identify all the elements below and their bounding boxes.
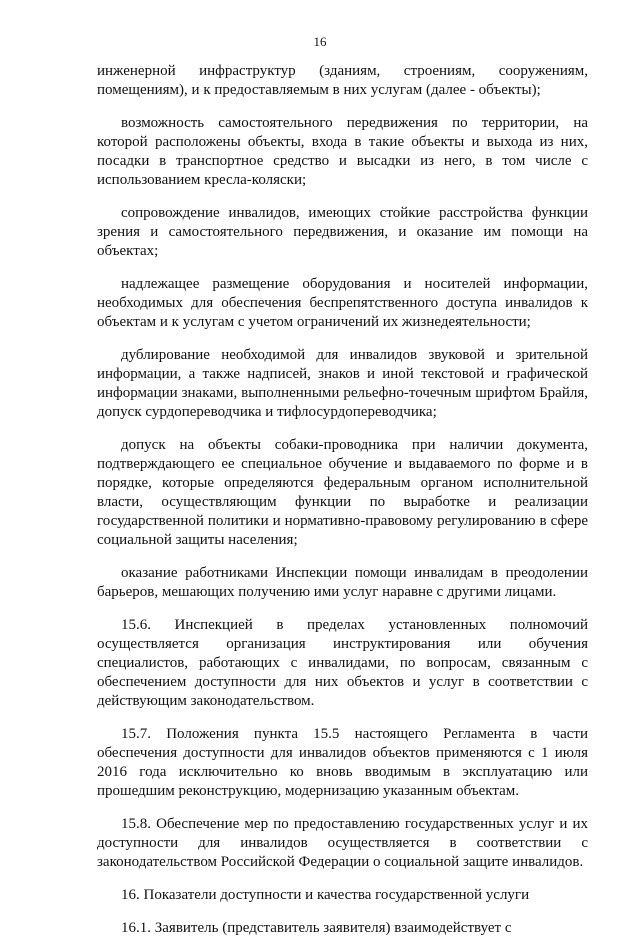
paragraph-guide-dog: допуск на объекты собаки-проводника при наличии документа, подтверждающего ее специальное обучение и выдаваемого по форме и в порядке, которые определяются федеральным органом исполнительной власти, осуществляющим функции по выработке и реализации государственной политики и нормативно-правовому регулированию в сфере социальной защиты населения; [97,437,588,548]
page-number: 16 [313,34,327,49]
paragraph-staff-assistance: оказание работниками Инспекции помощи инвалидам в преодолении барьеров, мешающих получению ими услуг наравне с другими лицами. [97,565,588,600]
paragraph-infrastructure-continuation: инженерной инфраструктур (зданиям, строениям, сооружениям, помещениям), и к предоставляемым в них услугам (далее - объекты); [97,63,588,98]
paragraph-15-6: 15.6. Инспекцией в пределах установленных полномочий осуществляется организация инструктирования или обучения специалистов, работающих с инвалидами, по вопросам, связанным с обеспечением доступности для них объектов и услуг в соответствии с действующим законодательством. [97,617,588,709]
section-heading-16: 16. Показатели доступности и качества государственной услуги [121,887,530,903]
paragraph-equipment-placement: надлежащее размещение оборудования и носителей информации, необходимых для обеспечения беспрепятственного доступа инвалидов к объектам и к услугам с учетом ограничений их жизнедеятельности; [97,276,588,330]
paragraph-16-1: 16.1. Заявитель (представитель заявителя) взаимодействует с [121,920,512,936]
paragraph-15-7: 15.7. Положения пункта 15.5 настоящего Регламента в части обеспечения доступности для инвалидов объектов применяются с 1 июля 2016 года исключительно ко вновь вводимым в эксплуатацию или прошедшим реконструкцию, модернизацию указанным объектам. [97,726,588,799]
paragraph-15-8: 15.8. Обеспечение мер по предоставлению государственных услуг и их доступности для инвалидов осуществляется в соответствии с законодательством Российской Федерации о социальной защите инвалидов. [97,816,588,870]
paragraph-independent-movement: возможность самостоятельного передвижения по территории, на которой расположены объекты, входа в такие объекты и выхода из них, посадки в транспортное средство и высадки из него, в том числе с использованием кресла-коляски; [97,115,588,188]
paragraph-information-duplication: дублирование необходимой для инвалидов звуковой и зрительной информации, а также надписей, знаков и иной текстовой и графической информации знаками, выполненными рельефно-точечным шрифтом Брайля, допуск сурдопереводчика и тифлосурдопереводчика; [97,347,588,420]
document-body [97,62,588,938]
paragraph-escort: сопровождение инвалидов, имеющих стойкие расстройства функции зрения и самостоятельного передвижения, и оказание им помощи на объектах; [97,205,588,259]
